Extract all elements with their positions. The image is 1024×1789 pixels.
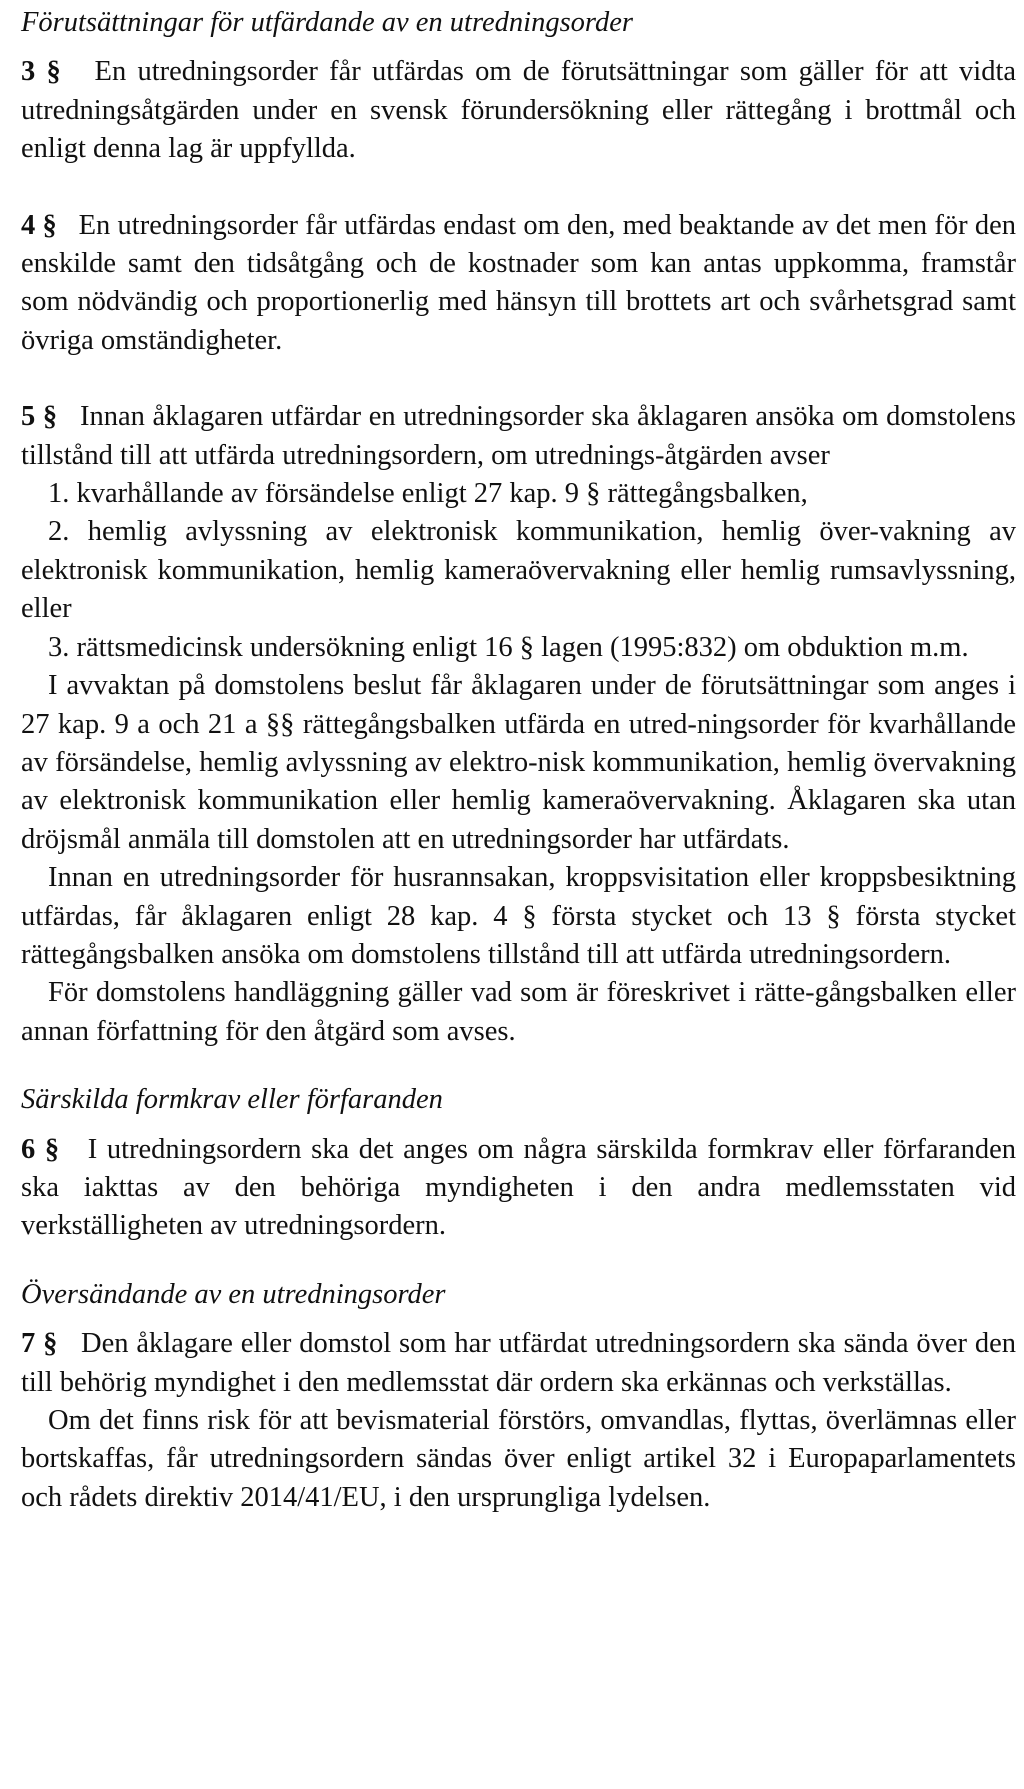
section-number: 4 § [21,209,57,241]
section-number: 5 § [21,401,58,433]
section-number: 6 § [21,1133,60,1165]
section-text: En utredningsorder får utfärdas om de förutsättningar som gäller för att vidta utredningsåtgärden under en svensk förundersökning eller rättegång i brottmål och enligt denna lag är uppfyllda. [21,56,1017,165]
list-item-2: 2. hemlig avlyssning av elektronisk kommunikation, hemlig över-vakning av elektronisk kommunikation, hemlig kameraövervakning eller hemlig rumsavlyssning, eller [21,516,1016,625]
section-5-paragraph-3: Innan en utredningsorder för husrannsakan, kroppsvisitation eller kroppsbesiktning utfärdas, får åklagaren enligt 28 kap. 4 § första stycket och 13 § första stycket rättegångsbalken ansöka om domstolens tillstånd till att utfärda utredningsordern. [21,862,1016,970]
section-5-paragraph-4: För domstolens handläggning gäller vad som är föreskrivet i rätte-gångsbalken eller annan författning för den åtgärd som avses. [21,977,1016,1047]
list-item-1: 1. kvarhållande av försändelse enligt 27 kap. 9 § rättegångsbalken, [48,478,808,510]
heading-oversandande: Översändande av en utredningsorder [21,1278,446,1310]
section-3 [21,53,1016,168]
section-number: 3 § [21,56,61,88]
heading-sarskilda-formkrav: Särskilda formkrav eller förfaranden [21,1084,443,1116]
section-text: Den åklagare eller domstol som har utfärdat utredningsordern ska sända över den till behörig myndighet i den medlemsstat där ordern ska erkännas och verkställas. [21,1328,1017,1398]
heading-forutsattningar: Förutsättningar för utfärdande av en utredningsorder [21,7,633,38]
section-text: En utredningsorder får utfärdas endast om den, med beaktande av det men för den enskilde samt den tidsåtgång och de kostnader som kan antas uppkomma, framstår som nödvändig och proportionerlig med hänsyn till brottets art och svårhetsgrad samt övriga omständigheter. [21,209,1017,356]
section-7-paragraph-2: Om det finns risk för att bevismaterial förstörs, omvandlas, flyttas, överlämnas eller bortskaffas, får utredningsordern sändas över enligt artikel 32 i Europaparlamentets och rådets direktiv 2014/41/EU, i den ursprungliga lydelsen. [21,1405,1016,1513]
section-5 [21,398,1016,475]
section-4 [21,207,1016,361]
section-7 [21,1325,1016,1402]
list-item-3: 3. rättsmedicinsk undersökning enligt 16 § lagen (1995:832) om obduktion m.m. [48,631,969,663]
section-6 [21,1131,1016,1246]
section-text: I utredningsordern ska det anges om några särskilda formkrav eller förfaranden ska iakttas av den behöriga myndigheten i den andra medlemsstaten vid verkställigheten av utredningsordern. [21,1133,1017,1242]
section-5-paragraph-2: I avvaktan på domstolens beslut får åklagaren under de förutsättningar som anges i 27 kap. 9 a och 21 a §§ rättegångsbalken utfärda en utred-ningsorder för kvarhållande av försändelse, hemlig avlyssning av elektro-nisk kommunikation, hemlig övervakning av elektronisk kommunikation eller hemlig kameraövervakning. Åklagaren ska utan dröjsmål anmäla till domstolen att en utredningsorder har utfärdats. [21,670,1016,855]
section-number: 7 § [21,1328,58,1360]
section-text: Innan åklagaren utfärdar en utredningsorder ska åklagaren ansöka om domstolens tillstånd till att utfärda utredningsordern, om utrednings-åtgärden avser [21,401,1017,471]
